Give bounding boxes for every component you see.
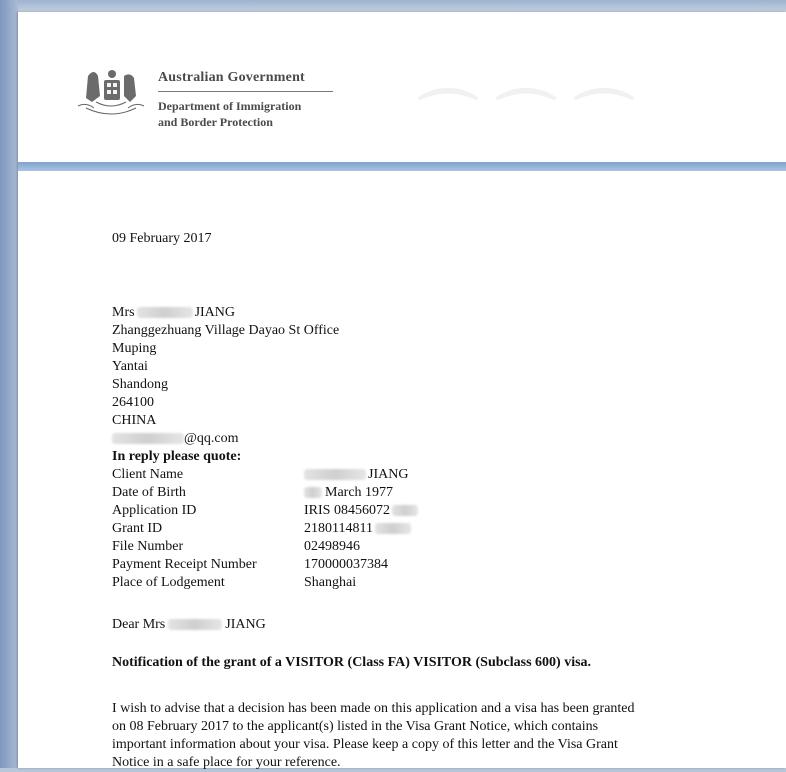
salutation [112,616,266,634]
receipt-row [112,556,388,574]
address-line: Zhanggezhuang Village Dayao St Office [112,323,340,338]
application-id-row [112,502,390,520]
dob-label: Date of Birth [112,485,186,500]
redacted-birth-day [304,487,322,498]
body-line: important information about your visa. Please keep a copy of this letter and the Visa Grant [112,737,618,752]
file-number-value: 02498946 [304,539,360,554]
dob-row [112,484,394,502]
body-line: on 08 February 2017 to the applicant(s) listed in the Visa Grant Notice, which contains [112,719,599,734]
reference-block [112,448,409,592]
grant-id-row [112,520,373,538]
department-line-2: and Border Protection [158,115,273,129]
coat-of-arms-icon [66,62,156,118]
application-id-value-wrap [304,502,418,520]
lodgement-value: Shanghai [304,575,357,590]
grant-id-label: Grant ID [112,521,163,536]
grant-id-value-wrap [304,520,411,538]
department-line-1: Department of Immigration [158,99,302,113]
letter-body [112,700,732,772]
letter-subject: Notification of the grant of a VISITOR (Class FA) VISITOR (Subclass 600) visa. [112,655,592,670]
redacted-grant-digits [375,523,411,534]
lodgement-label: Place of Lodgement [112,575,225,590]
address-line: CHINA [112,413,157,428]
recipient-address [112,304,409,592]
redacted-client-given-name [304,469,366,480]
client-name-label: Client Name [112,467,184,482]
window-left-frame [0,0,18,768]
application-id-value: IRIS 08456072 [304,503,390,518]
government-name: Australian Government [158,70,305,85]
application-id-label: Application ID [112,503,197,518]
redacted-email-user [112,433,184,444]
recipient-surname: JIANG [194,305,236,320]
file-number-label: File Number [112,539,184,554]
body-line: Notice in a safe place for your reference. [112,755,341,770]
salutation-surname: JIANG [225,617,266,632]
salutation-prefix: Dear Mrs [112,617,166,632]
receipt-label: Payment Receipt Number [112,557,257,572]
address-line: Shandong [112,377,168,392]
reply-heading: In reply please quote: [112,449,242,464]
redacted-salutation-name [168,619,222,630]
letter-page [18,12,786,768]
redacted-application-digits [392,505,418,516]
government-divider [158,91,333,92]
letterhead [18,12,786,162]
recipient-email-line [112,430,339,448]
address-line: Yantai [112,359,148,374]
recipient-name-line [112,304,339,322]
grant-id-value: 2180114811 [304,521,373,536]
receipt-value: 170000037384 [304,557,388,572]
background-watermark: ⌒⌒⌒ [418,87,652,153]
address-line: 264100 [112,395,154,410]
file-number-row [112,538,360,556]
email-domain: @qq.com [184,431,239,446]
redacted-given-name [137,307,193,318]
client-name-value: JIANG [368,467,409,482]
body-line: I wish to advise that a decision has been made on this application and a visa has been granted [112,701,635,716]
lodgement-row [112,574,357,592]
recipient-title: Mrs [112,305,135,320]
letter-date: 09 February 2017 [112,231,212,246]
dob-value: March 1977 [325,485,394,500]
client-name-value-wrap [304,466,408,484]
dob-value-wrap [304,484,393,502]
client-name-row [112,466,409,484]
government-identifier [158,70,358,130]
address-line: Muping [112,341,157,356]
letterhead-rule [18,162,786,171]
